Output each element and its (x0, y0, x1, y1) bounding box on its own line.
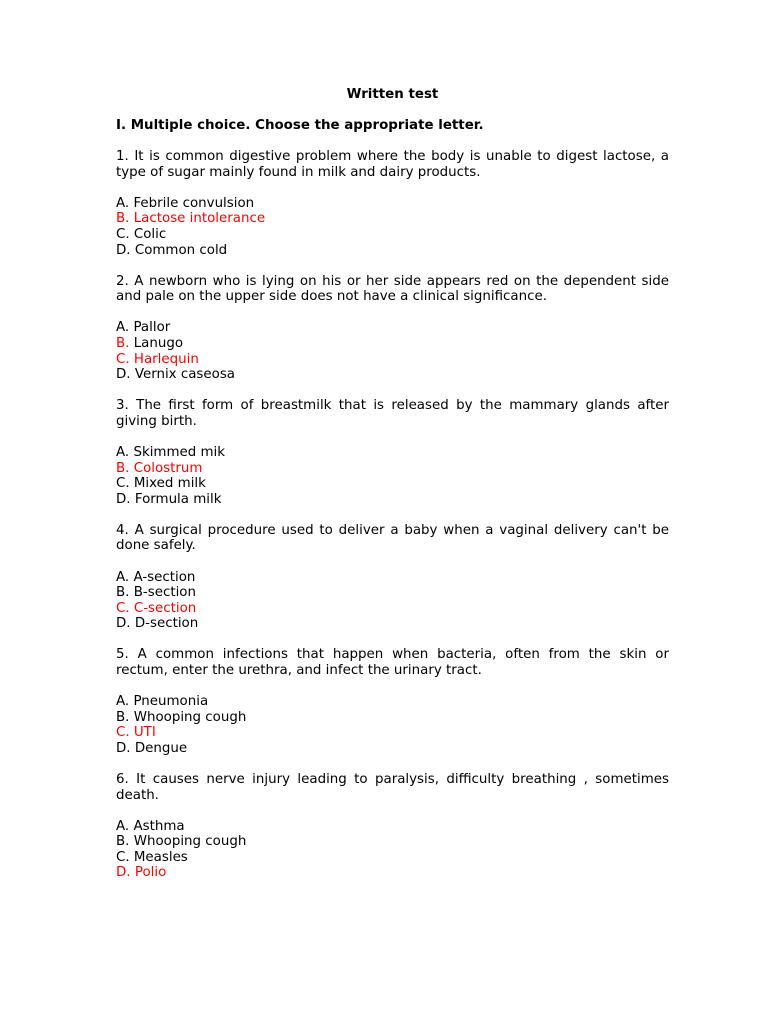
option-text: Febrile convulsion (133, 195, 255, 211)
option-letter: A. (116, 569, 130, 585)
option-letter: D. (116, 865, 131, 881)
option-d (116, 243, 669, 259)
option-a (116, 445, 669, 461)
question-2 (116, 274, 669, 383)
option-letter: B. (116, 709, 130, 725)
option-letter: D. (116, 242, 131, 258)
option-letter: B. (116, 834, 130, 850)
option-b-correct-answer (116, 211, 669, 227)
option-a (116, 694, 669, 710)
option-text: Colostrum (133, 460, 203, 476)
option-letter: A. (116, 818, 130, 834)
option-c (116, 476, 669, 492)
document-title: Written test (346, 87, 439, 102)
option-letter: B. (116, 585, 130, 601)
question-stem: 3. The first form of breastmilk that is released by the mammary glands after giving birth. (116, 398, 669, 429)
question-1 (116, 149, 669, 258)
option-letter: C. (116, 725, 130, 741)
option-letter: D. (116, 616, 131, 632)
option-b (116, 585, 669, 601)
option-text: Skimmed mik (133, 445, 226, 460)
option-text: Lanugo (133, 336, 184, 352)
option-text: Lactose intolerance (133, 211, 266, 227)
option-letter: A. (116, 320, 130, 336)
option-text: Dengue (134, 740, 188, 756)
option-text: Common cold (134, 242, 228, 258)
question-3 (116, 398, 669, 507)
option-letter: A. (116, 694, 130, 710)
option-c-correct-answer (116, 725, 669, 741)
question-stem: 6. It causes nerve injury leading to paralysis, difficulty breathing , sometimes death. (116, 772, 669, 803)
option-c-correct-answer (116, 601, 669, 617)
question-4 (116, 523, 669, 632)
option-letter: B. (116, 336, 130, 352)
question-6 (116, 772, 669, 881)
option-text: A-section (133, 569, 196, 585)
option-letter: A. (116, 445, 130, 460)
option-text: Pallor (133, 320, 171, 336)
option-a (116, 320, 669, 336)
option-d-correct-answer (116, 865, 669, 881)
option-text: B-section (133, 585, 196, 601)
option-text: Harlequin (133, 351, 199, 367)
question-stem: 4. A surgical procedure used to deliver a baby when a vaginal delivery can't be done safely. (116, 522, 669, 554)
option-text: Asthma (133, 818, 185, 834)
option-d (116, 616, 669, 632)
option-d (116, 367, 669, 383)
document-page (116, 87, 669, 897)
option-letter: B. (116, 211, 130, 227)
option-letter: C. (116, 600, 130, 616)
option-text: Colic (133, 227, 167, 243)
option-letter: C. (116, 849, 130, 865)
option-letter: D. (116, 491, 131, 507)
option-c (116, 227, 669, 243)
option-letter: D. (116, 367, 131, 383)
option-text: UTI (133, 725, 156, 741)
option-a (116, 196, 669, 212)
option-c (116, 850, 669, 866)
option-c-correct-answer (116, 352, 669, 368)
option-b (116, 834, 669, 850)
option-a (116, 819, 669, 835)
question-stem: 1. It is common digestive problem where the body is unable to digest lactose, a type of sugar mainly found in milk and dairy products. (116, 149, 669, 180)
option-text: Whooping cough (133, 834, 247, 850)
option-text: Pneumonia (133, 694, 209, 710)
question-stem: 2. A newborn who is lying on his or her side appears red on the dependent side and pale on the upper side does not have a clinical significance. (116, 273, 669, 305)
option-letter: A. (116, 195, 130, 211)
option-text: D-section (134, 616, 199, 632)
option-letter: C. (116, 227, 130, 243)
option-text: Vernix caseosa (134, 367, 236, 383)
question-5 (116, 647, 669, 756)
option-d (116, 741, 669, 757)
option-text: Mixed milk (133, 476, 206, 492)
option-text: Whooping cough (133, 709, 247, 725)
option-letter: C. (116, 476, 130, 492)
option-b (116, 710, 669, 726)
option-letter: B. (116, 460, 130, 476)
option-d (116, 492, 669, 508)
option-b-correct-answer (116, 461, 669, 477)
option-text: C-section (133, 600, 197, 616)
option-a (116, 570, 669, 586)
option-letter: D. (116, 740, 131, 756)
option-text: Measles (133, 849, 188, 865)
question-stem: 5. A common infections that happen when bacteria, often from the skin or rectum, enter the urethra, and infect the urinary tract. (116, 647, 669, 679)
option-text: Formula milk (134, 491, 222, 507)
section-heading: I. Multiple choice. Choose the appropriate letter. (116, 118, 484, 134)
option-letter: C. (116, 351, 130, 367)
option-text: Polio (134, 865, 167, 881)
option-b (116, 336, 669, 352)
